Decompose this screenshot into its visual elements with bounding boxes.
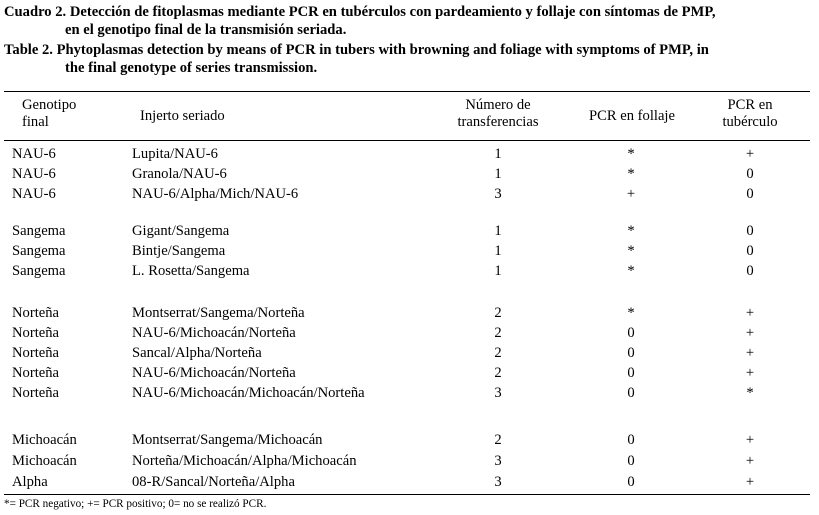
cell-genotipo: Norteña <box>12 345 60 361</box>
cell-tuberculo: + <box>745 345 755 361</box>
cell-follaje: * <box>627 146 635 162</box>
caption-en-line1: Table 2. Phytoplasmas detection by means of PCR in tubers with browning and foliage with symptoms of PMP, in <box>4 42 709 58</box>
table-row <box>0 261 819 281</box>
cell-follaje: * <box>627 305 635 321</box>
header-numero-line1: Número de <box>465 97 531 113</box>
table-row <box>0 430 819 450</box>
table-row <box>0 363 819 383</box>
cell-numero: 2 <box>494 305 502 321</box>
cell-follaje: 0 <box>627 474 635 490</box>
cell-follaje: * <box>627 166 635 182</box>
cell-follaje: * <box>627 263 635 279</box>
caption-es-line2: en el genotipo final de la transmisión seriada. <box>65 22 347 38</box>
cell-numero: 3 <box>494 453 502 469</box>
cell-follaje: 0 <box>627 385 635 401</box>
cell-numero: 2 <box>494 365 502 381</box>
table-top-rule <box>4 91 810 92</box>
cell-genotipo: Sangema <box>12 263 66 279</box>
cell-genotipo: NAU-6 <box>12 166 56 182</box>
cell-follaje: 0 <box>627 432 635 448</box>
cell-genotipo: Norteña <box>12 305 60 321</box>
cell-numero: 3 <box>494 186 502 202</box>
table-row <box>0 451 819 471</box>
table-row <box>0 144 819 164</box>
cell-injerto: Norteña/Michoacán/Alpha/Michoacán <box>132 453 357 469</box>
cell-genotipo: Sangema <box>12 243 66 259</box>
table-bottom-rule <box>4 494 810 495</box>
header-genotipo-line2: final <box>22 114 49 130</box>
header-genotipo-line1: Genotipo <box>22 97 77 113</box>
cell-injerto: NAU-6/Michoacán/Norteña <box>132 365 296 381</box>
cell-tuberculo: 0 <box>746 243 754 259</box>
cell-injerto: NAU-6/Alpha/Mich/NAU-6 <box>132 186 299 202</box>
cell-follaje: * <box>627 243 635 259</box>
cell-genotipo: Alpha <box>12 474 48 490</box>
cell-tuberculo: 0 <box>746 166 754 182</box>
cell-numero: 1 <box>494 263 502 279</box>
cell-numero: 3 <box>494 474 502 490</box>
cell-tuberculo: 0 <box>746 186 754 202</box>
cell-follaje: 0 <box>627 365 635 381</box>
table-row <box>0 221 819 241</box>
cell-numero: 1 <box>494 146 502 162</box>
cell-injerto: Lupita/NAU-6 <box>132 146 218 162</box>
cell-injerto: NAU-6/Michoacán/Michoacán/Norteña <box>132 385 365 401</box>
cell-genotipo: Michoacán <box>12 453 77 469</box>
cell-genotipo: Michoacán <box>12 432 77 448</box>
cell-injerto: NAU-6/Michoacán/Norteña <box>132 325 296 341</box>
cell-numero: 2 <box>494 432 502 448</box>
table-row <box>0 472 819 492</box>
table-footnote: *= PCR negativo; += PCR positivo; 0= no se realizó PCR. <box>4 498 267 510</box>
cell-genotipo: NAU-6 <box>12 146 56 162</box>
header-genotipo <box>22 97 76 131</box>
cell-genotipo: Sangema <box>12 223 66 239</box>
cell-tuberculo: + <box>745 453 755 469</box>
cell-injerto: L. Rosetta/Sangema <box>132 263 250 279</box>
cell-tuberculo: + <box>745 474 755 490</box>
table-caption-spanish <box>4 3 812 39</box>
cell-follaje: 0 <box>627 345 635 361</box>
cell-tuberculo: * <box>746 385 754 401</box>
cell-numero: 1 <box>494 223 502 239</box>
cell-follaje: 0 <box>627 325 635 341</box>
cell-numero: 3 <box>494 385 502 401</box>
cell-numero: 2 <box>494 345 502 361</box>
cell-follaje: * <box>627 223 635 239</box>
table-row <box>0 164 819 184</box>
caption-es-line1: Cuadro 2. Detección de fitoplasmas mediante PCR en tubérculos con pardeamiento y follaje con síntomas de PMP, <box>4 4 716 20</box>
cell-injerto: Gigant/Sangema <box>132 223 230 239</box>
cell-genotipo: NAU-6 <box>12 186 56 202</box>
table-row <box>0 383 819 403</box>
header-injerto: Injerto seriado <box>140 108 225 124</box>
table-row <box>0 323 819 343</box>
header-numero <box>430 97 566 131</box>
cell-numero: 1 <box>494 243 502 259</box>
cell-injerto: Bintje/Sangema <box>132 243 226 259</box>
table-row <box>0 184 819 204</box>
cell-injerto: Granola/NAU-6 <box>132 166 227 182</box>
table-row <box>0 303 819 323</box>
cell-tuberculo: + <box>745 432 755 448</box>
table-caption-english <box>4 41 812 77</box>
table-row <box>0 343 819 363</box>
cell-tuberculo: + <box>745 325 755 341</box>
cell-genotipo: Norteña <box>12 365 60 381</box>
cell-genotipo: Norteña <box>12 385 60 401</box>
header-tuberculo-line2: tubérculo <box>722 114 778 130</box>
cell-genotipo: Norteña <box>12 325 60 341</box>
cell-injerto: Montserrat/Sangema/Norteña <box>132 305 305 321</box>
cell-tuberculo: + <box>745 146 755 162</box>
header-rule <box>4 140 810 141</box>
header-numero-line2: transferencias <box>457 114 539 130</box>
header-follaje: PCR en follaje <box>589 108 675 124</box>
cell-follaje: + <box>626 186 636 202</box>
cell-injerto: 08-R/Sancal/Norteña/Alpha <box>132 474 295 490</box>
cell-tuberculo: + <box>745 305 755 321</box>
cell-tuberculo: + <box>745 365 755 381</box>
cell-injerto: Sancal/Alpha/Norteña <box>132 345 262 361</box>
cell-injerto: Montserrat/Sangema/Michoacán <box>132 432 323 448</box>
table-row <box>0 241 819 261</box>
caption-en-line2: the final genotype of series transmission. <box>65 60 318 76</box>
cell-tuberculo: 0 <box>746 223 754 239</box>
cell-numero: 2 <box>494 325 502 341</box>
cell-follaje: 0 <box>627 453 635 469</box>
cell-tuberculo: 0 <box>746 263 754 279</box>
header-tuberculo <box>700 97 800 131</box>
header-tuberculo-line1: PCR en <box>727 97 773 113</box>
cell-numero: 1 <box>494 166 502 182</box>
